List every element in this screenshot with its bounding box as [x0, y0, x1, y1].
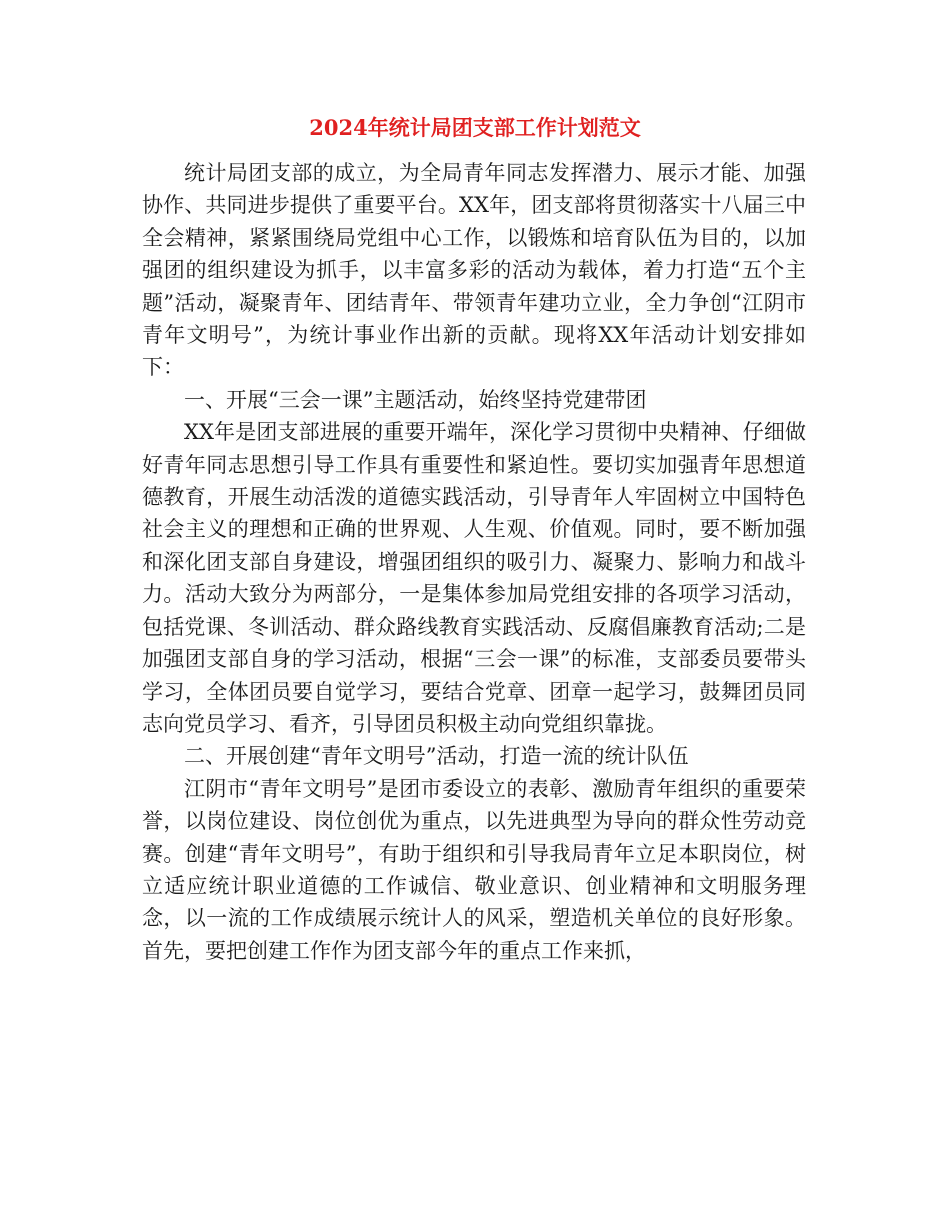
document-body: [142, 157, 806, 967]
document-title: 2024年统计局团支部工作计划范文: [309, 115, 641, 140]
section-heading-2: 二、开展创建“青年文明号”活动，打造一流的统计队伍: [184, 744, 689, 769]
paragraph-section-1: XX年是团支部进展的重要开端年，深化学习贯彻中央精神、仔细做好青年同志思想引导工作具有重要性和紧迫性。要切实加强青年思想道德教育，开展生动活泼的道德实践活动，引导青年人牢固树立中国特色社会主义的理想和正确的世界观、人生观、价值观。同时，要不断加强和深化团支部自身建设，增强团组织的吸引力、凝聚力、影响力和战斗力。活动大致分为两部分，一是集体参加局党组安排的各项学习活动，包括党课、冬训活动、群众路线教育实践活动、反腐倡廉教育活动;二是加强团支部自身的学习活动，根据“三会一课”的标准，支部委员要带头学习，全体团员要自觉学习，要结合党章、团章一起学习，鼓舞团员同志向党员学习、看齐，引导团员积极主动向党组织靠拢。: [142, 420, 806, 736]
paragraph-intro: 统计局团支部的成立，为全局青年同志发挥潜力、展示才能、加强协作、共同进步提供了重要平台。XX年，团支部将贯彻落实十八届三中全会精神，紧紧围绕局党组中心工作，以锻炼和培育队伍为目的，以加强团的组织建设为抓手，以丰富多彩的活动为载体，着力打造“五个主题”活动，凝聚青年、团结青年、带领青年建功立业，全力争创“江阴市青年文明号”，为统计事业作出新的贡献。现将XX年活动计划安排如下：: [142, 161, 806, 380]
section-heading-1: 一、开展“三会一课”主题活动，始终坚持党建带团: [184, 387, 647, 412]
paragraph-section-2: 江阴市“青年文明号”是团市委设立的表彰、激励青年组织的重要荣誉，以岗位建设、岗位创优为重点，以先进典型为导向的群众性劳动竞赛。创建“青年文明号”，有助于组织和引导我局青年立足本职岗位，树立适应统计职业道德的工作诚信、敬业意识、创业精神和文明服务理念，以一流的工作成绩展示统计人的风采，塑造机关单位的良好形象。首先，要把创建工作作为团支部今年的重点工作来抓，: [142, 776, 806, 963]
